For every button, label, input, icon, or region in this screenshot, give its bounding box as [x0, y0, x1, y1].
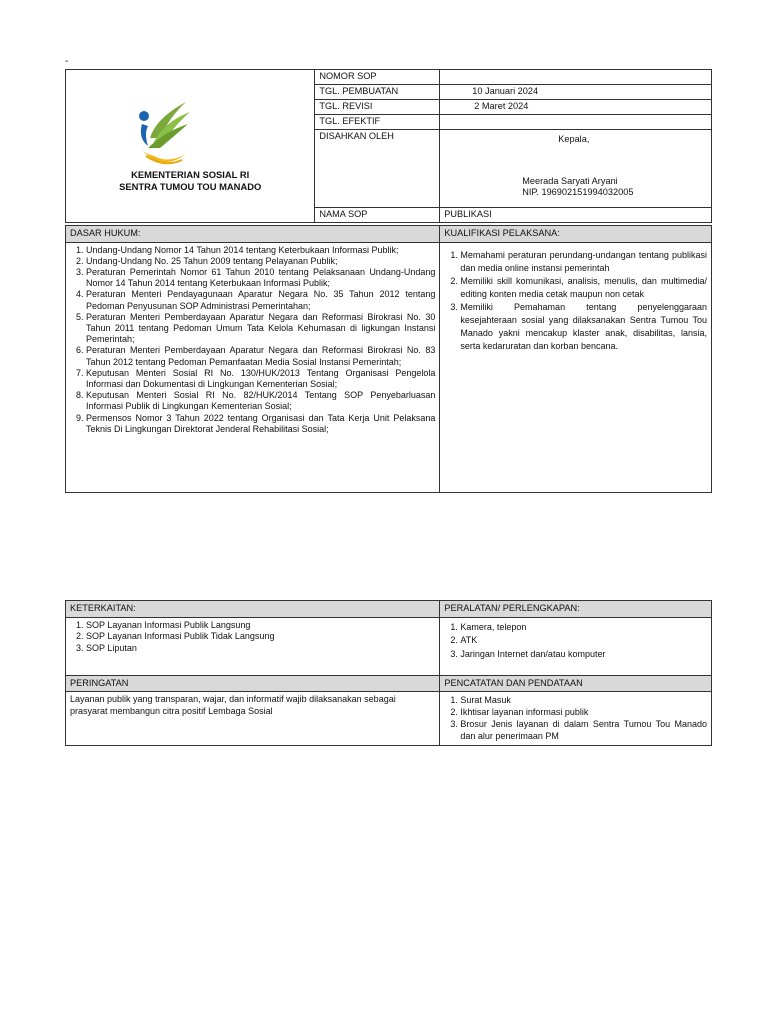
peringatan-text: Layanan publik yang transparan, wajar, dan informatif wajib dilaksanakan sebagai prasyarat membangun citra positif Lembaga Sosial: [70, 694, 396, 716]
tgl-pembuatan-value: 10 Januari 2024: [440, 85, 712, 100]
keterkaitan-table: [65, 600, 712, 746]
peralatan-list: [444, 621, 707, 662]
dasar-hukum-title: DASAR HUKUM:: [66, 226, 440, 243]
list-item: 5. Peraturan Menteri Pemberdayaan Aparatur Negara dan Reformasi Birokrasi No. 30 Tahun 2011 tentang Pedoman Umum Tata Kelola Kehumasan di ligkungan Instansi Pemerintah;: [86, 312, 435, 346]
peralatan-title: PERALATAN/ PERLENGKAPAN:: [440, 601, 712, 618]
sop-header-table: [65, 69, 712, 223]
nomor-sop-label: NOMOR SOP: [315, 70, 440, 85]
kualifikasi-cell: [440, 242, 712, 492]
peringatan-title: PERINGATAN: [66, 675, 440, 692]
hukum-kualifikasi-table: [65, 225, 712, 493]
org-name-line2: SENTRA TUMOU TOU MANADO: [119, 181, 262, 192]
kualifikasi-list: [444, 249, 707, 353]
list-item: 2. Undang-Undang No. 25 Tahun 2009 tentang Pelayanan Publik;: [86, 256, 435, 267]
disahkan-cell: [440, 130, 712, 208]
tgl-pembuatan-label: TGL. PEMBUATAN: [315, 85, 440, 100]
pencatatan-cell: [440, 692, 712, 746]
org-cell: [66, 70, 315, 223]
list-item: 3. Peraturan Pemerintah Nomor 61 Tahun 2010 tentang Pelaksanaan Undang-Undang Nomor 14 Tahun 2014 tentang Keterbukaan Informasi Publik;: [86, 267, 435, 289]
list-item: 2. SOP Layanan Informasi Publik Tidak Langsung: [86, 631, 435, 643]
pencatatan-title: PENCATATAN DAN PENDATAAN: [440, 675, 712, 692]
tgl-revisi-value: 2 Maret 2024: [440, 100, 712, 115]
keterkaitan-title: KETERKAITAN:: [66, 601, 440, 618]
disahkan-label: DISAHKAN OLEH: [315, 130, 440, 208]
tgl-revisi-label: TGL. REVISI: [315, 100, 440, 115]
list-item: 1. Surat Masuk: [460, 694, 707, 706]
list-item: 9. Permensos Nomor 3 Tahun 2022 tentang Organisasi dan Tata Kerja Unit Pelaksana Teknis Di Lingkungan Direktorat Jenderal Rehabilitasi Sosial;: [86, 413, 435, 435]
list-item: 1. Undang-Undang Nomor 14 Tahun 2014 tentang Keterbukaan Informasi Publik;: [86, 245, 435, 256]
list-item: 3. Brosur Jenis layanan di dalam Sentra Tumou Tou Manado dan alur penerimaan PM: [460, 718, 707, 742]
nomor-sop-value: [440, 70, 712, 85]
tgl-efektif-label: TGL. EFEKTIF: [315, 115, 440, 130]
list-item: 4. Peraturan Menteri Pendayagunaan Aparatur Negara No. 35 Tahun 2012 tentang Pedoman Penyusunan SOP Administrasi Pemerintahan;: [86, 289, 435, 311]
peralatan-cell: [440, 617, 712, 675]
dasar-hukum-cell: [66, 242, 440, 492]
list-item: 3. Memiliki Pemahaman tentang penyelenggaraan kesejahteraan sosial yang dilaksanakan Sentra Tumou Tou Manado yakni mencakup klaster anak, disabilitas, lansia, serta kedaruratan dan korban bencana.: [460, 301, 707, 353]
list-item: 1. SOP Layanan Informasi Publik Langsung: [86, 620, 435, 632]
keterkaitan-cell: [66, 617, 440, 675]
list-item: 3. SOP Liputan: [86, 643, 435, 655]
list-item: 2. Ikhtisar layanan informasi publik: [460, 706, 707, 718]
list-item: 3. Jaringan Internet dan/atau komputer: [460, 648, 707, 662]
org-name-line1: KEMENTERIAN SOSIAL RI: [131, 169, 250, 180]
disahkan-nip: NIP. 196902151994032005: [522, 187, 634, 197]
list-item: 2. ATK: [460, 634, 707, 648]
peringatan-cell: [66, 692, 440, 746]
list-item: 8. Keputusan Menteri Sosial RI No. 82/HUK/2014 Tentang SOP Penyebarluasan Informasi Publik di Lingkungan Kementerian Sosial;: [86, 390, 435, 412]
page-mark: -: [65, 56, 69, 67]
kualifikasi-title: KUALIFIKASI PELAKSANA:: [440, 226, 712, 243]
disahkan-title: Kepala,: [558, 134, 590, 144]
list-item: 1. Memahami peraturan perundang-undangan tentang publikasi dan media online instansi pemerintah: [460, 249, 707, 275]
list-item: 6. Peraturan Menteri Pemberdayaan Aparatur Negara dan Reformasi Birokrasi No. 83 Tahun 2012 tentang Pedoman Pemanfaatan Media Sosial Instansi Pemerintah;: [86, 345, 435, 367]
list-item: 2. Memiliki skill komunikasi, analisis, menulis, dan multimedia/ editing konten media cetak maupun non cetak: [460, 275, 707, 301]
list-item: 1. Kamera, telepon: [460, 621, 707, 635]
nama-sop-value: PUBLIKASI: [440, 208, 712, 223]
tgl-efektif-value: [440, 115, 712, 130]
keterkaitan-list: [70, 620, 435, 655]
pencatatan-list: [444, 694, 707, 742]
disahkan-name: Meerada Saryati Aryani: [522, 175, 618, 186]
kemensos-logo: [134, 98, 194, 170]
nama-sop-label: NAMA SOP: [315, 208, 440, 223]
dasar-hukum-list: [70, 245, 435, 435]
list-item: 7. Keputusan Menteri Sosial RI No. 130/HUK/2013 Tentang Organisasi Pengelola Informasi dan Dokumentasi di Lingkungan Kementerian Sosial;: [86, 368, 435, 390]
